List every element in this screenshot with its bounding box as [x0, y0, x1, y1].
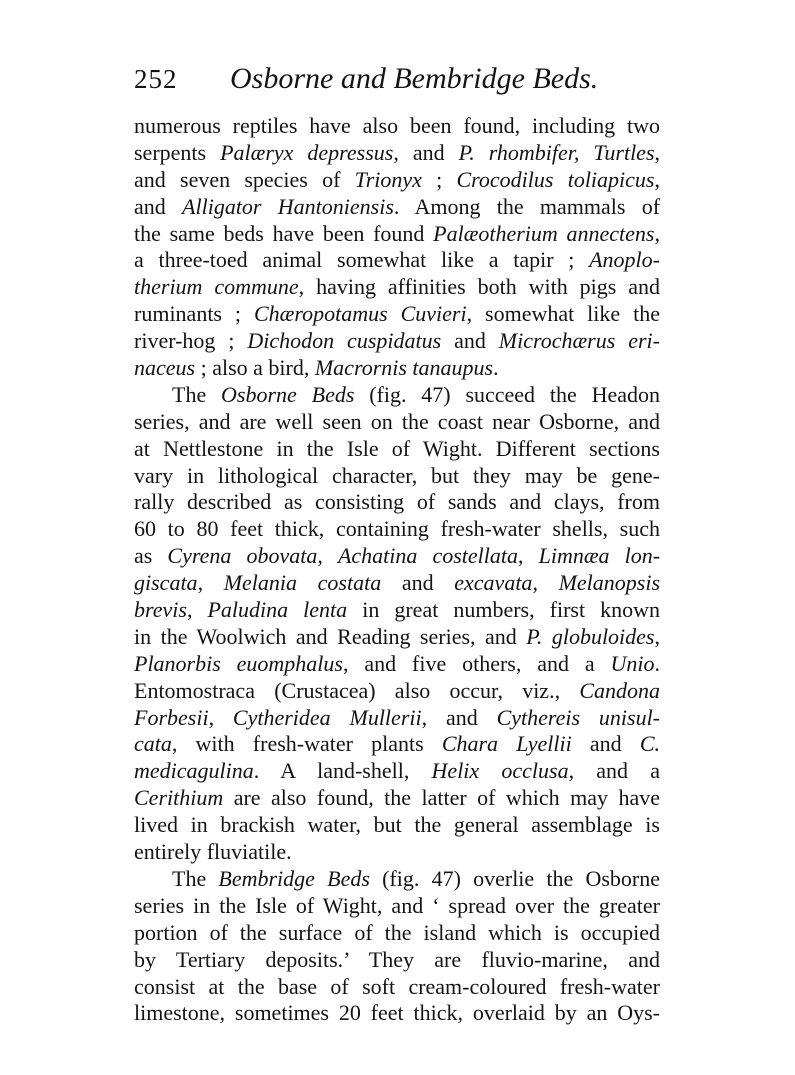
text-line: cata, with fresh-water plants Chara Lyellii and C. — [134, 731, 661, 757]
text-line: by Tertiary deposits.’ They are fluvio-marine, and — [134, 946, 660, 972]
text-line: lived in brackish water, but the general assemblage is — [134, 812, 660, 838]
text-line: series in the Isle of Wight, and ‘ spread over the greater — [134, 892, 660, 918]
text-line: brevis, Paludina lenta in great numbers, first known — [134, 597, 660, 623]
text-line: 60 to 80 feet thick, containing fresh-water shells, such — [134, 516, 660, 542]
text-line: a three-toed animal somewhat like a tapir ; Anoplo- — [134, 247, 660, 273]
text-line: giscata, Melania costata and excavata, Melanopsis — [134, 570, 661, 596]
text-line: consist at the base of soft cream-coloured fresh-water — [134, 973, 660, 999]
page-number: 252 — [134, 64, 178, 94]
text-line: at Nettlestone in the Isle of Wight. Different sections — [134, 435, 660, 461]
text-line: Entomostraca (Crustacea) also occur, viz., Candona — [134, 677, 660, 703]
text-line: Planorbis euomphalus, and five others, and a Unio. — [134, 650, 660, 676]
text-line: limestone, sometimes 20 feet thick, overlaid by an Oys- — [134, 1000, 660, 1026]
text-line: portion of the surface of the island which is occupied — [134, 919, 660, 945]
text-line: medicagulina. A land-shell, Helix occlusa, and a — [134, 758, 660, 784]
text-line: river-hog ; Dichodon cuspidatus and Microchærus eri- — [134, 328, 660, 354]
text-line: serpents Palæryx depressus, and P. rhombifer, Turtles, — [134, 139, 661, 165]
text-line: The Osborne Beds (fig. 47) succeed the Headon — [172, 381, 660, 407]
text-line: entirely fluviatile. — [134, 839, 292, 865]
text-line: therium commune, having affinities both with pigs and — [134, 274, 660, 300]
text-line: series, and are well seen on the coast near Osborne, and — [134, 408, 660, 434]
text-line: naceus ; also a bird, Macrornis tanaupus. — [134, 355, 499, 381]
text-line: and Alligator Hantoniensis. Among the mammals of — [134, 193, 661, 219]
text-line: The Bembridge Beds (fig. 47) overlie the Osborne — [172, 865, 660, 891]
text-line: numerous reptiles have also been found, including two — [134, 113, 660, 138]
text-line: the same beds have been found Palæotherium annectens, — [134, 220, 660, 246]
text-line: and seven species of Trionyx ; Crocodilus toliapicus, — [134, 166, 660, 192]
body-text — [134, 113, 660, 1027]
text-line: in the Woolwich and Reading series, and P. globuloides, — [134, 623, 660, 649]
running-head: Osborne and Bembridge Beds. — [230, 62, 599, 95]
text-line: ruminants ; Chæropotamus Cuvieri, somewhat like the — [134, 301, 660, 327]
text-line: as Cyrena obovata, Achatina costellata, Limnæa lon- — [134, 543, 661, 569]
text-line: Forbesii, Cytheridea Mullerii, and Cythereis unisul- — [134, 704, 661, 730]
text-line: Cerithium are also found, the latter of which may have — [134, 785, 660, 811]
text-line: rally described as consisting of sands and clays, from — [134, 489, 660, 515]
page-header — [134, 62, 660, 98]
text-line: vary in lithological character, but they may be gene- — [134, 462, 660, 488]
